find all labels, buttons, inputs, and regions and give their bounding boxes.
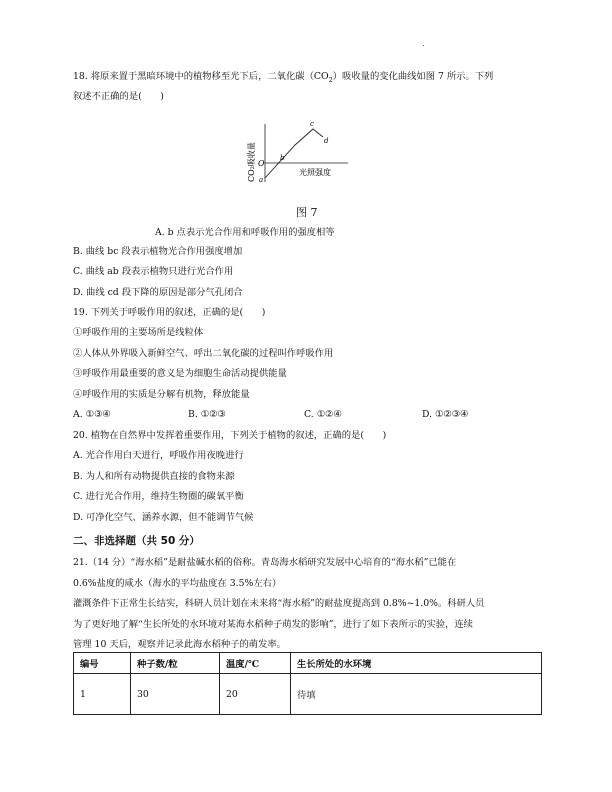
- figure-point-c: c: [310, 120, 314, 128]
- section-title: 二、非选择题（共 50 分）: [73, 535, 200, 547]
- q20-stem: 20. 植物在自然界中发挥着重要作用，下列关于植物的叙述，正确的是( ): [73, 430, 387, 441]
- q20-option-d: D. 可净化空气、涵养水源，但不能调节气候: [73, 512, 254, 523]
- figure-caption: 图 7: [296, 206, 318, 219]
- figure-origin-label: O: [258, 159, 265, 168]
- experiment-table: [73, 652, 542, 715]
- q20-option-c: C. 进行光合作用，维持生物圈的碳氧平衡: [73, 491, 244, 502]
- figure-point-a: a: [259, 176, 264, 184]
- table-row: [74, 674, 542, 715]
- q21-line-5: 管理 10 天后，观察并记录此海水稻种子的萌发率。: [73, 639, 286, 650]
- q19-stem: 19. 下列关于呼吸作用的叙述，正确的是( ): [73, 307, 266, 318]
- q21-line-3: 灌溉条件下正常生长结实，科研人员计划在未来将“海水稻”的耐盐度提高到 0.8%~1.0%。科研人员: [73, 598, 485, 609]
- q18-option-c: C. 曲线 ab 段表示植物只进行光合作用: [73, 266, 234, 277]
- table-header-row: [74, 653, 542, 674]
- figure-y-label: CO₂吸收量: [247, 142, 256, 182]
- q19-option-c: C. ①②④: [304, 409, 342, 420]
- q19-option-a: A. ①③④: [73, 409, 111, 420]
- header-water-environment: 生长所处的水环境: [291, 653, 542, 674]
- figure-point-d: d: [324, 137, 329, 145]
- q19-item-4: ④呼吸作用的实质是分解有机物，释放能量: [73, 389, 250, 400]
- q19-item-2: ②人体从外界吸入新鲜空气、呼出二氧化碳的过程叫作呼吸作用: [73, 348, 334, 359]
- q21-line-1: 21.（14 分）“海水稻”是耐盐碱水稻的俗称。青岛海水稻研究发展中心培育的“海水稻”已能在: [73, 557, 457, 568]
- cell-seed-count: 30: [131, 674, 220, 715]
- q19-item-1: ①呼吸作用的主要场所是线粒体: [73, 327, 204, 338]
- q21-line-4: 为了更好地了解“生长所处的水环境对某海水稻种子萌发的影响”，进行了如下表所示的实验，连续: [73, 619, 473, 630]
- q18-option-a: A. b 点表示光合作用和呼吸作用的强度相等: [155, 227, 335, 238]
- header-id: 编号: [74, 653, 131, 674]
- cell-id: 1: [74, 674, 131, 715]
- q18-stem-line2: 叙述不正确的是( ): [73, 91, 164, 102]
- q19-option-b: B. ①②③: [188, 409, 226, 420]
- cell-temperature: 20: [220, 674, 291, 715]
- q19-option-d: D. ①②③④: [422, 409, 469, 420]
- q20-option-b: B. 为人和所有动物提供直接的食物来源: [73, 471, 235, 482]
- figure-x-label: 光照强度: [299, 168, 331, 177]
- figure-point-b: b: [280, 154, 285, 162]
- q18-option-d: D. 曲线 cd 段下降的原因是部分气孔闭合: [73, 287, 243, 298]
- q18-option-b: B. 曲线 bc 段表示植物光合作用强度增加: [73, 246, 243, 257]
- q18-stem-line1: 18. 将原来置于黑暗环境中的植物移至光下后，二氧化碳$(CO_2)$吸收量的变化曲线如图 7 所示。下列: [73, 71, 494, 84]
- header-seed-count: 种子数/粒: [131, 653, 220, 674]
- q20-option-a: A. 光合作用白天进行，呼吸作用夜晚进行: [73, 450, 244, 461]
- header-temperature: 温度/℃: [220, 653, 291, 674]
- q21-line-2: 0.6%盐度的咸水（海水的平均盐度在 3.5%左右）: [73, 578, 282, 589]
- co2-absorption-figure: [243, 120, 353, 192]
- cell-water-environment: 待填: [291, 674, 542, 715]
- q19-item-3: ③呼吸作用最重要的意义是为细胞生命活动提供能量: [73, 368, 287, 379]
- page-dot: [423, 45, 424, 46]
